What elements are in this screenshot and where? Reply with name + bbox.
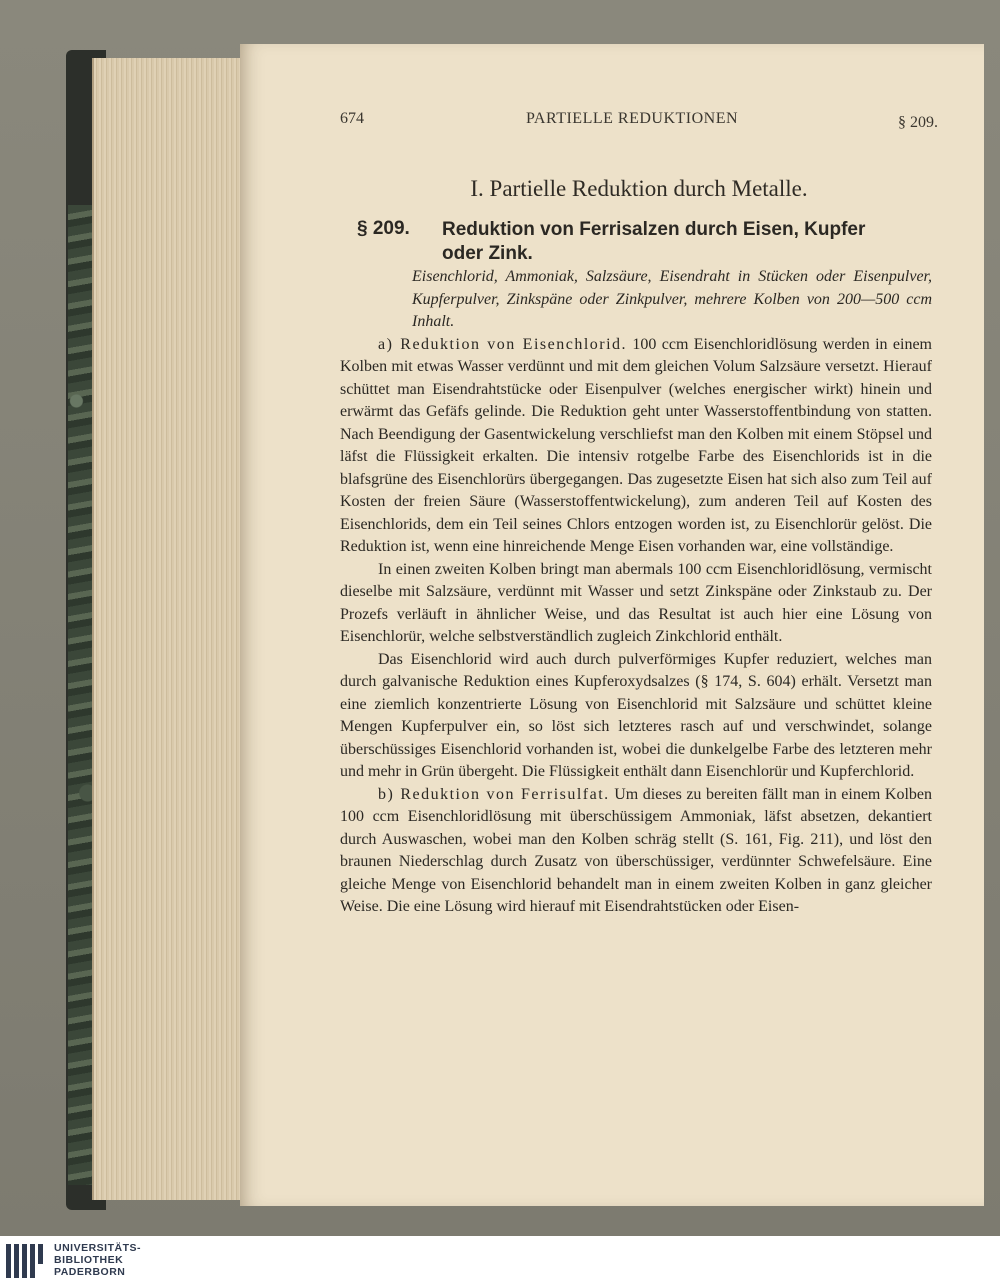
library-name-line2: BIBLIOTHEK	[54, 1254, 124, 1266]
paragraph-b-text: Um dieses zu bereiten fällt man in einem Kolben 100 ccm Eisenchloridlösung mit überschüssigem Ammoniak, läfst absetzen, dekantiert durch Auswaschen, wobei man den Kolben schräg stellt (S. 161, Fig. 211), und löst den braunen Niederschlag durch Zusatz von überschüssiger, verdünnter Schwefelsäure. Eine gleiche Menge von Eisenchlorid behandelt man in einem zweiten Kolben in ganz gleicher Weise. Die eine Lösung wird hierauf mit Eisendrahtstücken oder Eisen-	[340, 785, 932, 915]
library-name-line1: UNIVERSITÄTS-	[54, 1242, 142, 1254]
paragraph-copper: Das Eisenchlorid wird auch durch pulverförmiges Kupfer reduziert, welches man durch galvanische Reduktion eines Kupferoxydsalzes (§ 174, S. 604) erhält. Versetzt man eine ziemlich konzentrierte Lösung von Eisenchlorid mit Salzsäure und schüttet kleine Mengen Kupferpulver ein, so löst sich letzteres rasch auf und verschwindet, solange überschüssiges Eisenchlorid vorhanden ist, wobei die dunkelgelbe Farbe des letzteren mehr und mehr in Grün übergeht. Die Flüssigkeit enthält dann Eisenchlorür und Kupferchlorid.	[340, 650, 932, 780]
library-footer	[0, 1236, 1000, 1286]
running-head	[340, 110, 938, 136]
chapter-title: I. Partielle Reduktion durch Metalle.	[470, 176, 808, 201]
paragraph-b	[340, 784, 932, 919]
paragraph-a-label: a) Reduktion von Eisenchlorid.	[378, 335, 628, 353]
section-title	[442, 218, 942, 266]
body-text	[340, 266, 932, 919]
paragraph-b-label: b) Reduktion von Ferrisulfat.	[378, 785, 610, 803]
running-title: PARTIELLE REDUKTIONEN	[526, 110, 739, 127]
page-stack-edges	[92, 58, 244, 1200]
library-logo-icon	[6, 1244, 50, 1280]
page-number: 674	[340, 110, 364, 127]
section-number: § 209.	[357, 218, 410, 239]
materials-list: Eisenchlorid, Ammoniak, Salzsäure, Eisendraht in Stücken oder Eisenpulver, Kupferpulver, Zinkspäne oder Zinkpulver, mehrere Kolben von 200—500 ccm Inhalt.	[412, 268, 932, 330]
section-title-line2: oder Zink.	[442, 243, 533, 264]
running-section: § 209.	[898, 114, 938, 131]
paragraph-a-text: 100 ccm Eisenchloridlösung werden in einem Kolben mit etwas Wasser verdünnt und mit dem gleichen Volum Salzsäure versetzt. Hierauf schüttet man Eisendrahtstücke oder Eisenpulver (welches energischer wirkt) hinein und erwärmt das Gefäfs gelinde. Die Reduktion geht unter Wasserstoffentbindung von statten. Nach Beendigung der Gasentwickelung verschliefst man den Kolben mit einem Stöpsel und läfst die Flüssigkeit erkalten. Die intensiv rotgelbe Farbe des Eisenchlorids ist in die blafsgrüne des Eisenchlorürs übergegangen. Das zugesetzte Eisen hat sich also zum Teil auf Kosten der freien Säure (Wasserstoffentwickelung), zum anderen Teil auf Kosten des Eisenchlorids, dem ein Teil seines Chlors entzogen worden ist, zu Eisenchlorür gelöst. Die Reduktion ist, wenn eine hinreichende Menge Eisen vorhanden war, eine vollständige.	[340, 335, 933, 555]
paragraph-zinc: In einen zweiten Kolben bringt man abermals 100 ccm Eisenchloridlösung, vermischt dieselbe mit Salzsäure, verdünnt mit Wasser und setzt Zinkspäne oder Zinkstaub zu. Der Prozefs verläuft in ähnlicher Weise, und das Resultat ist auch hier eine Lösung von Eisenchlorür, welche selbstverständlich zugleich Zinkchlorid enthält.	[340, 560, 932, 645]
section-title-line1: Reduktion von Ferrisalzen durch Eisen, Kupfer	[442, 219, 866, 240]
paragraph-a	[340, 334, 932, 559]
library-name	[54, 1242, 141, 1278]
library-name-line3: PADERBORN	[54, 1266, 126, 1278]
